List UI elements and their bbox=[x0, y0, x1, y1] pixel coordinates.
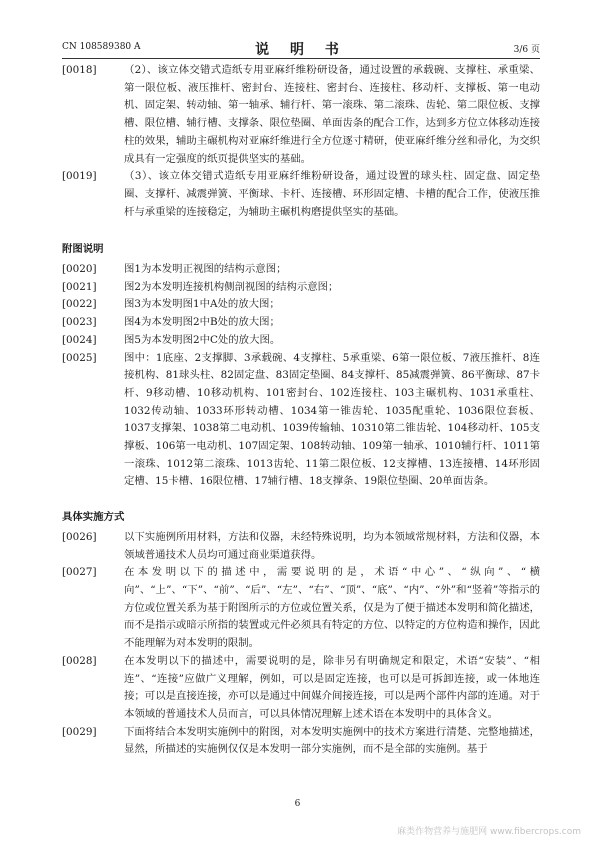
paragraph-0029 bbox=[62, 724, 540, 759]
paragraph-text: 在本发明以下的描述中，需要说明的是，除非另有明确规定和限定，术语“安装”、“相连”、“连接”应做广义理解，例如，可以是固定连接，也可以是可拆卸连接，或一体地连接；可以是直接连接，亦可以是通过中间媒介间接连接，可以是两个部件内部的连通。对于本领域的普通技术人员而言，可以具体情况理解上述术语在本发明中的具体含义。 bbox=[124, 654, 540, 720]
paragraph-text: 图1为本发明正视图的结构示意图； bbox=[124, 263, 287, 276]
paragraph-0022 bbox=[62, 296, 540, 314]
paragraph-0019 bbox=[62, 168, 540, 221]
paragraph-0026 bbox=[62, 529, 540, 564]
page-number: 6 bbox=[294, 799, 301, 809]
paragraph-text: 图2为本发明连接机构侧剖视图的结构示意图； bbox=[124, 280, 339, 293]
paragraph-number: [0026] bbox=[62, 530, 97, 543]
paragraph-number: [0028] bbox=[62, 654, 97, 667]
paragraph-0025 bbox=[62, 350, 540, 492]
paragraph-number: [0020] bbox=[62, 263, 97, 276]
paragraph-text: 在本发明以下的描述中，需要说明的是，术语“中心”、“纵向”、“横向”、“上”、“下”、“前”、“后”、“左”、“右”、“顶”、“底”、“内”、“外”和“竖着”等指示的方位或位置关系为基于附图所示的方位或位置关系，仅是为了便于描述本发明和简化描述，而不是指示或暗示所指的装置或元件必须具有特定的方位、以特定的方位构造和操作，因此不能理解为对本发明的限制。 bbox=[124, 566, 540, 650]
paragraph-number: [0021] bbox=[62, 280, 97, 293]
paragraph-0020 bbox=[62, 261, 540, 279]
document-body bbox=[62, 62, 540, 759]
document-title: 说 明 书 bbox=[255, 42, 347, 58]
header-divider bbox=[62, 58, 540, 59]
paragraph-text: （2）、该立体交错式造纸专用亚麻纤维粉研设备，通过设置的承载碗、支撑柱、承重梁、第一限位板、液压推杆、密封台、连接柱、密封台、连接柱、移动杆、支撑板、第一电动机、固定架、转动轴、第一轴承、辅行杆、第一滚珠、第二滚珠、齿轮、第二限位板、支撑槽、限位槽、辅行槽、支撑条、限位垫圈、单面齿条的配合工作，达到多方位立体移动连接柱的效果，辅助主碾机构对亚麻纤维进行全方位逐寸精研，使亚麻纤维分丝和帚化，为交织成具有一定强度的纸页提供坚实的基础。 bbox=[124, 64, 540, 165]
paragraph-number: [0024] bbox=[62, 333, 97, 346]
page-indicator: 3/6 页 bbox=[513, 45, 540, 55]
paragraph-text: 图3为本发明图1中A处的放大图； bbox=[124, 298, 280, 311]
paragraph-text: （3）、该立体交错式造纸专用亚麻纤维粉研设备，通过设置的球头柱、固定盘、固定垫圈、支撑杆、减震弹簧、平衡球、卡杆、连接槽、环形固定槽、卡槽的配合工作，使液压推杆与承重梁的连接稳定，为辅助主碾机构磨提供坚实的基础。 bbox=[124, 170, 540, 218]
site-watermark: 麻类作物营养与施肥网 www.fibercrops.com bbox=[397, 827, 581, 837]
section-heading-figures: 附图说明 bbox=[62, 243, 104, 256]
paragraph-0024 bbox=[62, 332, 540, 350]
paragraph-text: 图4为本发明图2中B处的放大图； bbox=[124, 316, 280, 329]
paragraph-0023 bbox=[62, 314, 540, 332]
paragraph-0027 bbox=[62, 564, 540, 653]
paragraph-text: 以下实施例所用材料，方法和仪器，未经特殊说明，均为本领域常规材料，方法和仪器，本领域普通技术人员均可通过商业渠道获得。 bbox=[124, 530, 540, 561]
paragraph-number: [0029] bbox=[62, 725, 97, 738]
paragraph-0021 bbox=[62, 279, 540, 297]
paragraph-0028 bbox=[62, 653, 540, 724]
paragraph-number: [0018] bbox=[62, 64, 97, 76]
paragraph-number: [0025] bbox=[62, 351, 97, 364]
paragraph-text: 图5为本发明图2中C处的放大图。 bbox=[124, 333, 281, 346]
paragraph-number: [0019] bbox=[62, 170, 97, 183]
paragraph-text: 下面将结合本发明实施例中的附图，对本发明实施例中的技术方案进行清楚、完整地描述，显然，所描述的实施例仅仅是本发明一部分实施例，而不是全部的实施例。基于 bbox=[124, 725, 540, 756]
page-header bbox=[62, 40, 540, 56]
paragraph-text: 图中：1底座、2支撑脚、3承载碗、4支撑柱、5承重梁、6第一限位板、7液压推杆、8连接机构、81球头柱、82固定盘、83固定垫圈、84支撑杆、85减震弹簧、86平衡球、87卡杆、9移动槽、10移动机构、101密封台、102连接柱、103主碾机构、1031承重柱、1032传动轴、1033环形转动槽、1034第一锥齿轮、1035配重轮、1036限位套板、1037支撑架、1038第二电动机、1039传输轴、10310第二锥齿轮、104移动杆、105支撑板、106第一电动机、107固定架、108转动轴、109第一轴承、1010辅行杆、1011第一滚珠、1012第二滚珠、1013齿轮、11第二限位板、12支撑槽、13连接槽、14环形固定槽、15卡槽、16限位槽、17辅行槽、18支撑条、19限位垫圈、20单面齿条。 bbox=[124, 351, 540, 488]
paragraph-0018 bbox=[62, 62, 540, 168]
paragraph-number: [0023] bbox=[62, 316, 97, 329]
section-heading-embodiment: 具体实施方式 bbox=[62, 511, 125, 524]
paragraph-number: [0027] bbox=[62, 566, 97, 579]
patent-number: CN 108589380 A bbox=[62, 42, 141, 52]
paragraph-number: [0022] bbox=[62, 298, 97, 311]
